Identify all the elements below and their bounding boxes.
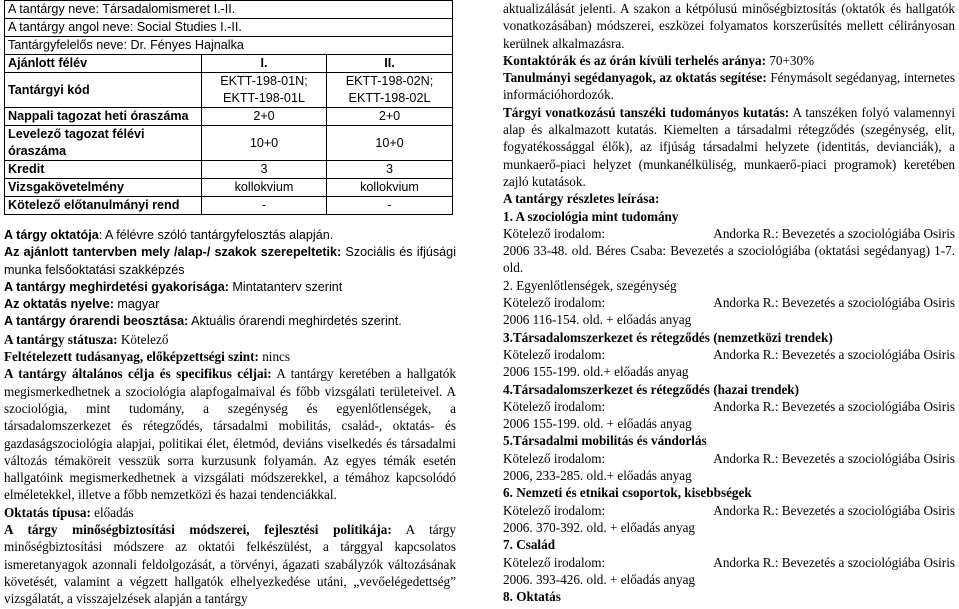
row-course-name: A tantárgy neve: Társadalomismeret I.-II. bbox=[5, 1, 453, 19]
row-english-name: A tantárgy angol neve: Social Studies I.-II. bbox=[5, 19, 453, 37]
aids-paragraph: Tanulmányi segédanyagok, az oktatás segítése: Fénymásolt segédanyag, internetes információhordozók. bbox=[503, 70, 955, 103]
code-col2: EKTT-198-02N; EKTT-198-02L bbox=[327, 73, 453, 108]
semester-col1: I. bbox=[202, 55, 327, 73]
topic-reference: Kötelező irodalom: Andorka R.: Bevezetés a szociológiába Osiris 2006 33-48. old. Béres Csaba: Bevezetés a szociológiába (oktatási segédanyag) 1-7. old. bbox=[503, 225, 955, 276]
row-responsible: Tantárgyfelelős neve: Dr. Fényes Hajnalka bbox=[5, 37, 453, 55]
exam-col1: kollokvium bbox=[202, 179, 327, 197]
topic-title: 8. Oktatás bbox=[503, 589, 561, 605]
topic-title: 5.Társadalmi mobilitás és vándorlás bbox=[503, 433, 707, 449]
schedule-line: A tantárgy órarendi beosztása: Aktuális órarendi meghirdetés szerint. bbox=[4, 314, 402, 329]
exam-label: Vizsgakövetelmény bbox=[5, 179, 202, 197]
topic-reference: Kötelező irodalom: Andorka R.: Bevezetés a szociológiába Osiris 2006 155-199. old. + előadás anyag bbox=[503, 398, 955, 432]
quality-continued: aktualizálását jelenti. A szakon a kétpólusú minőségbiztosítás (oktatók és hallgatók vonatkozásában) módszerei, eszközei folyamatos korszerűsítés mellett célirányosan kerülnek alkalmazásra. bbox=[503, 1, 955, 51]
prereq-line: Feltételezett tudásanyag, előképzettségi szint: nincs bbox=[4, 349, 291, 365]
credit-label: Kredit bbox=[5, 161, 202, 179]
research-paragraph: Tárgyi vonatkozású tanszéki tudományos kutatás: A tanszéken folyó valamennyi alap és alkalmazott kutatás. Kiemelten a társadalmi rétegződés (szegénység, elit, fogyatékossággal élők), az ifjúság társadalmi helyzete (identitás, devianciák), a munkaerő-piaci helyzet (munkanélküliség, munkaerő-piaci programok) keretében zajló kutatások. bbox=[503, 104, 955, 189]
contact-line: Kontaktórák és az órán kívüli terhelés aránya: 70+30% bbox=[503, 52, 815, 68]
left-column bbox=[4, 0, 456, 608]
weekly-hours-col1: 2+0 bbox=[202, 108, 327, 126]
weekly-hours-col2: 2+0 bbox=[327, 108, 453, 126]
topic-title: 2. Egyenlőtlenségek, szegénység bbox=[503, 277, 677, 293]
exam-col2: kollokvium bbox=[327, 179, 453, 197]
topic-list bbox=[503, 208, 955, 606]
aim-paragraph: A tantárgy általános célja és specifikus céljai: A tantárgy keretében a hallgatók megismerkedhetnek a szociológia alapfogalmaival és főbb vizsgálati területeivel. A szociológia, mint tudomány, a szegénység és egyenlőtlenségek, a társadalomszerkezet és rétegződés, társadalmi mobilitás, család-, oktatás- és gazdaságszociológia alapjai, politikai élet, életmód, deviáns viselkedés és társadalmi változás témaköreit vesszük sorra kurzusunk folyamán. Az egyes témák esetén hallgatóink megismerkedhetnek a vizsgálati módszerekkel, a témához kapcsolódó elméletekkel, illetve a főbb nemzetközi és hazai tendenciákkal. bbox=[4, 366, 456, 503]
frequency-line: A tantárgy meghirdetési gyakorisága: Mintatanterv szerint bbox=[4, 279, 343, 294]
topic-reference: Kötelező irodalom: Andorka R.: Bevezetés a szociológiába Osiris 2006. 393-426. old. + előadás anyag bbox=[503, 554, 955, 587]
credit-col1: 3 bbox=[202, 161, 327, 179]
correspondence-hours-label: Levelező tagozat félévi óraszáma bbox=[5, 126, 202, 161]
topic-reference: Kötelező irodalom: Andorka R.: Bevezetés a szociológiába Osiris 2006 116-154. old. + előadás anyag bbox=[503, 295, 955, 328]
semester-label: Ajánlott félév bbox=[5, 55, 202, 73]
code-col1: EKTT-198-01N; EKTT-198-01L bbox=[202, 73, 327, 108]
code-label: Tantárgyi kód bbox=[5, 73, 202, 108]
status-line: A tantárgy státusza: Kötelező bbox=[4, 331, 169, 347]
quality-paragraph: A tárgy minőségbiztosítási módszerei, fejlesztési politikája: A tárgy minőségbiztosítási módszere az oktatói felkészülést, a tárggyal kapcsolatos ismeretanyagok azonnali feldolgozását, a törvényi, ágazati szabályzók változásának követését, valamint a végzett hallgatók elhelyezkedése utáni, „vevőelégedettség” vizsgálatát, a visszajelzések alapján a tantárgy bbox=[4, 522, 456, 607]
language-line: Az oktatás nyelve: magyar bbox=[4, 297, 160, 312]
topic-title: 3.Társadalomszerkezet és rétegződés (nemzetközi trendek) bbox=[503, 329, 833, 345]
correspondence-hours-col2: 10+0 bbox=[327, 126, 453, 161]
topic-title: 4.Társadalomszerkezet és rétegződés (hazai trendek) bbox=[503, 381, 800, 397]
prerequisite-order-col1: - bbox=[202, 197, 327, 215]
prerequisite-order-col2: - bbox=[327, 197, 453, 215]
topic-title: 1. A szociológia mint tudomány bbox=[503, 208, 679, 224]
semester-col2: II. bbox=[327, 55, 453, 73]
type-line: Oktatás típusa: előadás bbox=[4, 504, 134, 520]
topic-title: 6. Nemzeti és etnikai csoportok, kisebbségek bbox=[503, 485, 752, 501]
program-line: Az ajánlott tantervben mely /alap-/ szakok szerepeltetik: Szociális és ifjúsági munka felsőoktatási szakképzés bbox=[4, 245, 456, 277]
topic-reference: Kötelező irodalom: Andorka R.: Bevezetés a szociológiába Osiris 2006. 370-392. old. + előadás anyag bbox=[503, 502, 955, 535]
weekly-hours-label: Nappali tagozat heti óraszáma bbox=[5, 108, 202, 126]
right-column bbox=[503, 0, 955, 605]
description-heading: A tantárgy részletes leírása: bbox=[503, 191, 660, 207]
prerequisite-order-label: Kötelező előtanulmányi rend bbox=[5, 197, 202, 215]
credit-col2: 3 bbox=[327, 161, 453, 179]
instructor-line: A tárgy oktatója: A félévre szóló tantárgyfelosztás alapján. bbox=[4, 228, 334, 242]
topic-reference: Kötelező irodalom: Andorka R.: Bevezetés a szociológiába Osiris 2006, 233-285. old.+ előadás anyag bbox=[503, 450, 955, 484]
topic-title: 7. Család bbox=[503, 537, 556, 553]
correspondence-hours-col1: 10+0 bbox=[202, 126, 327, 161]
topic-reference: Kötelező irodalom: Andorka R.: Bevezetés a szociológiába Osiris 2006 155-199. old.+ előadás anyag bbox=[503, 346, 955, 380]
course-info-table bbox=[4, 0, 453, 215]
